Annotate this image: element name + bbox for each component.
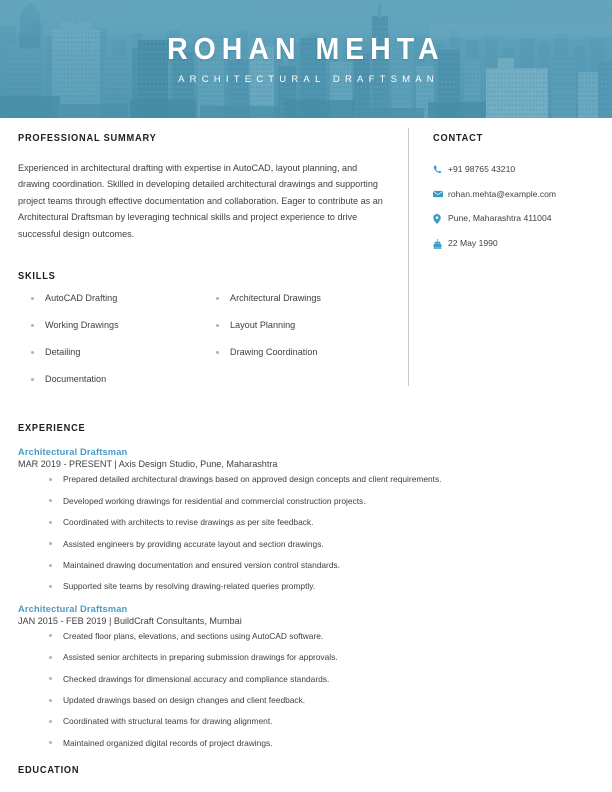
candidate-name: ROHAN MEHTA [167,30,445,66]
location-pin-icon [433,214,448,224]
job-meta: JAN 2015 - FEB 2019 | BuildCraft Consultants, Mumbai [18,615,242,626]
experience-section [18,422,594,747]
resume-header-banner [0,0,612,118]
right-column [408,132,594,263]
skill-item: Detailing [45,348,203,357]
job-responsibility-list [18,475,594,590]
skills-heading: SKILLS [18,270,56,283]
contact-location-value: Pune, Maharashtra 411004 [448,213,552,224]
contact-item-email [433,189,594,200]
job-responsibility-list [18,632,594,747]
professional-summary-section [18,132,388,242]
skill-item: Architectural Drawings [230,294,388,303]
job-bullet: Prepared detailed architectural drawings based on approved design concepts and client requirements. [63,475,594,483]
skill-item: Documentation [45,375,203,384]
professional-summary-heading: PROFESSIONAL SUMMARY [18,132,157,144]
job-bullet: Coordinated with architects to revise drawings as per site feedback. [63,518,594,526]
job-bullet: Updated drawings based on design changes and client feedback. [63,696,594,704]
contact-item-phone [433,164,594,175]
email-icon [433,190,448,198]
phone-icon [433,165,448,174]
experience-job-entry [18,604,594,747]
job-bullet: Maintained drawing documentation and ensured version control standards. [63,561,594,569]
top-two-column-area [18,118,594,402]
skills-column-right [203,294,388,402]
resume-body [0,118,612,776]
contact-email-value: rohan.mehta@example.com [448,188,557,199]
job-bullet: Coordinated with structural teams for drawing alignment. [63,717,594,725]
job-meta: MAR 2019 - PRESENT | Axis Design Studio, Pune, Maharashtra [18,459,278,470]
candidate-job-title: ARCHITECTURAL DRAFTSMAN [178,74,439,86]
contact-heading: CONTACT [433,132,484,144]
contact-section [433,132,594,249]
job-bullet: Supported site teams by resolving drawing-related queries promptly. [63,582,594,590]
professional-summary-text: Experienced in architectural drafting with expertise in AutoCAD, layout planning, and drawing coordination. Skilled in developing detailed architectural drawings and supporting project teams through effective documentation and collaboration. Eager to contribute as an Architectural Draftsman by leveraging technical skills and project experience to drive successful design outcomes. [18,163,383,239]
skill-item: Working Drawings [45,321,203,330]
left-column [18,132,408,402]
birthday-cake-icon [433,239,448,249]
job-bullet: Assisted engineers by providing accurate layout and section drawings. [63,540,594,548]
skills-grid [18,294,388,402]
experience-job-entry [18,447,594,590]
education-heading: EDUCATION [18,764,80,777]
column-divider [408,128,409,386]
education-section [18,764,594,776]
contact-list [433,164,594,249]
skill-item: Layout Planning [230,321,388,330]
job-bullet: Created floor plans, elevations, and sections using AutoCAD software. [63,632,594,640]
skills-section [18,270,388,402]
skill-item: AutoCAD Drafting [45,294,203,303]
contact-phone-value: +91 98765 43210 [448,164,516,174]
skill-item: Drawing Coordination [230,348,388,357]
skills-column-left [18,294,203,402]
job-bullet: Developed working drawings for residential and commercial construction projects. [63,497,594,505]
contact-item-location [433,213,594,224]
contact-birthdate-value: 22 May 1990 [448,238,498,249]
job-bullet: Assisted senior architects in preparing submission drawings for approvals. [63,653,594,661]
experience-heading: EXPERIENCE [18,422,86,435]
job-bullet: Checked drawings for dimensional accuracy and compliance standards. [63,675,594,683]
job-title: Architectural Draftsman [18,603,128,614]
job-bullet: Maintained organized digital records of project drawings. [63,739,594,747]
job-title: Architectural Draftsman [18,447,128,458]
contact-item-birthdate [433,238,594,249]
